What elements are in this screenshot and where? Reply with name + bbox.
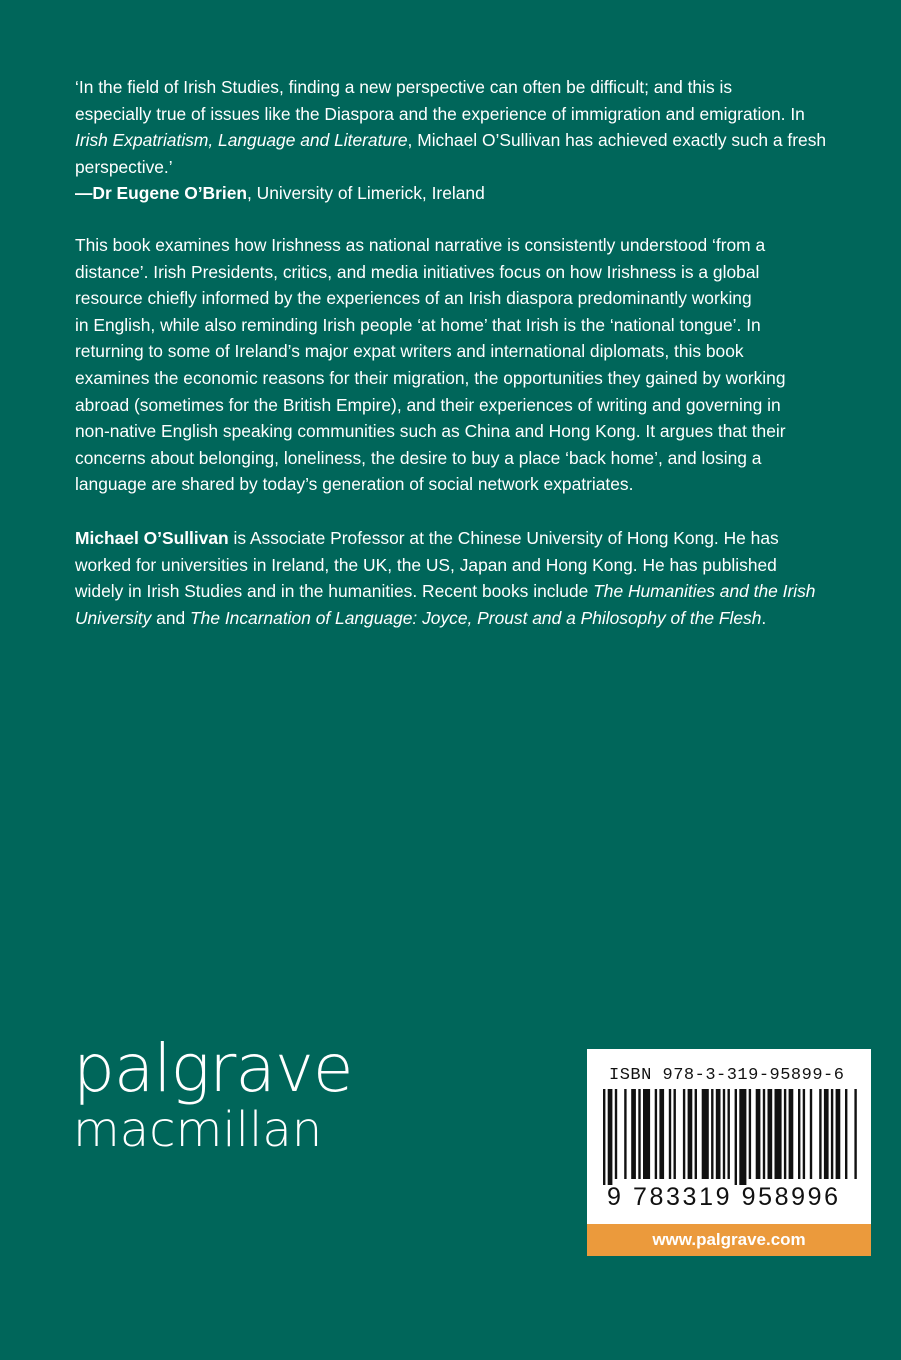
description-line: abroad (sometimes for the British Empire), and their experiences of writing and governing in [75,394,781,415]
barcode-bar [854,1089,856,1179]
barcode-bar [819,1089,821,1179]
barcode-bar [789,1089,794,1179]
barcode-bar [615,1089,617,1179]
barcode-bar [603,1089,605,1185]
bio-line-start: widely in Irish Studies and in the humanities. Recent books include [75,581,594,602]
barcode-bar [638,1089,640,1179]
quote-line [75,127,870,154]
barcode-bar [735,1089,737,1185]
barcode-bar [624,1089,626,1179]
barcode-bar [702,1089,709,1179]
description-line: non-native English speaking communities such as China and Hong Kong. It argues that their [75,421,786,442]
bio-connector: and [151,607,191,628]
quote-line-rest: , Michael O’Sullivan has achieved exactly such a fresh [407,130,827,151]
barcode-number: 9 783319 958996 [607,1183,841,1211]
endorsement-quote [75,74,870,207]
barcode-bar [695,1089,697,1179]
barcode-bar [798,1089,800,1179]
book-title-incarnation: The Incarnation of Language: Joyce, Proust and a Philosophy of the Flesh [190,607,762,628]
book-description [75,232,870,498]
author-name: Michael O’Sullivan [75,528,229,548]
barcode-bar [631,1089,636,1179]
barcode-bar [643,1089,650,1179]
barcode-bar [669,1089,671,1179]
description-line: resource chiefly informed by the experiences of an Irish diaspora predominantly working [75,288,752,309]
author-bio [75,525,870,631]
barcode-bar [659,1089,664,1179]
barcode-bar [749,1089,751,1179]
barcode-bars [587,1089,871,1189]
barcode-bar [831,1089,833,1179]
barcode-bar [775,1089,782,1179]
quote-attribution [75,180,870,207]
bio-line: worked for universities in Ireland, the UK, the US, Japan and Hong Kong. He has published [75,554,777,575]
barcode-bar [711,1089,713,1179]
bio-line [75,578,870,605]
description-line: concerns about belonging, loneliness, the desire to buy a place ‘back home’, and losing a [75,447,762,468]
quoted-book-title: Irish Expatriatism, Language and Literature [75,130,408,151]
attribution-dash: — [75,183,93,204]
bio-line [75,525,870,552]
description-line: distance’. Irish Presidents, critics, and media initiatives focus on how Irishness is a global [75,261,760,282]
logo-palgrave: palgrave [73,1030,353,1107]
description-line: This book examines how Irishness as national narrative is consistently understood ‘from a [75,235,766,255]
book-title-humanities-cont: University [75,607,152,628]
barcode-bar [683,1089,685,1179]
bio-line-rest: is Associate Professor at the Chinese University of Hong Kong. He has [228,528,779,548]
barcode-bar [768,1089,773,1179]
quote-line: ‘In the field of Irish Studies, finding a new perspective can often be difficult; and this is [75,77,733,97]
barcode-bar [728,1089,730,1179]
quote-line: especially true of issues like the Diaspora and the experience of immigration and emigration. In [75,103,805,124]
barcode-bar [845,1089,847,1179]
barcode-bar [763,1089,765,1179]
quote-line: perspective.’ [75,156,173,177]
description-line: returning to some of Ireland’s major expat writers and international diplomats, this book [75,341,744,362]
barcode-bar [810,1089,812,1179]
description-line: in English, while also reminding Irish people ‘at home’ that Irish is the ‘national tongue’. In [75,314,761,335]
description-line: examines the economic reasons for their migration, the opportunities they gained by working [75,367,786,388]
barcode-bar [756,1089,761,1179]
barcode-bar [824,1089,829,1179]
barcode-bar [723,1089,725,1179]
bio-end: . [761,607,767,628]
book-title-humanities: The Humanities and the Irish [593,581,816,602]
barcode-panel [587,1049,871,1224]
barcode-bar [608,1089,613,1185]
barcode-bar [688,1089,693,1179]
bio-line [75,605,870,632]
isbn-label: ISBN 978-3-319-95899-6 [609,1066,845,1085]
barcode-bar [803,1089,805,1179]
description-line: language are shared by today’s generation of social network expatriates. [75,474,634,495]
publisher-website: www.palgrave.com [587,1224,871,1256]
attribution-name: Dr Eugene O’Brien [92,183,248,204]
barcode-bar [674,1089,676,1179]
barcode-bar [716,1089,721,1179]
attribution-affiliation: , University of Limerick, Ireland [247,183,485,204]
barcode-bar [739,1089,746,1185]
barcode-bar [655,1089,657,1179]
logo-macmillan: macmillan [73,1102,323,1158]
palgrave-macmillan-logo [73,1030,353,1158]
barcode-bar [784,1089,786,1179]
barcode-bar [836,1089,841,1179]
